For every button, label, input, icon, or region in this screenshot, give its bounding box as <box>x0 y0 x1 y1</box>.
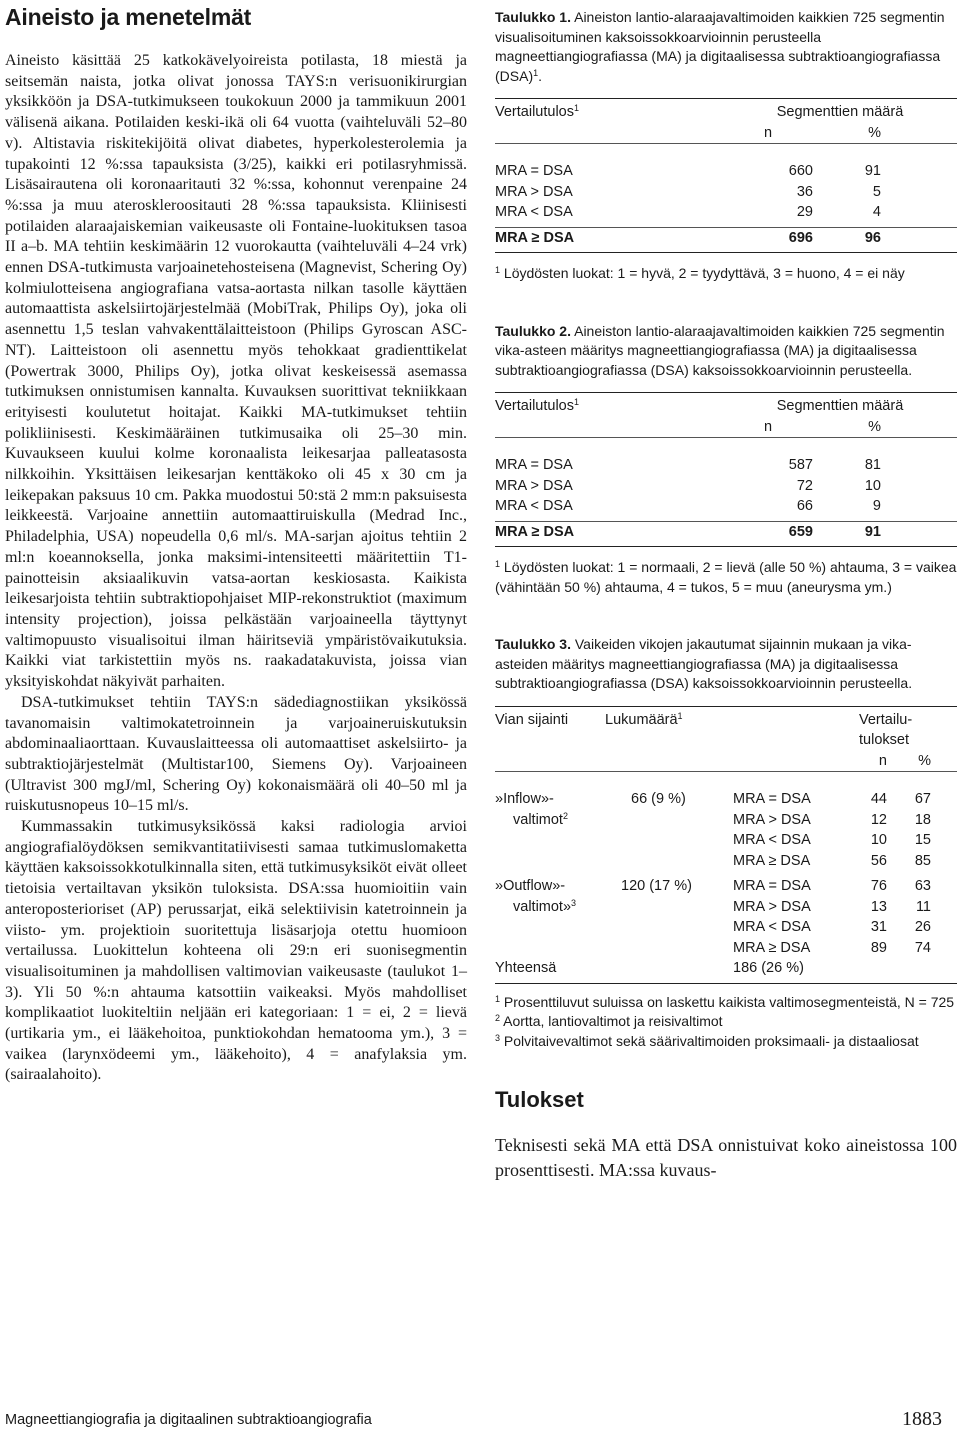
left-column <box>5 0 467 1086</box>
table-row: valtimot»$^3$ MRA > DSA 13 11 <box>513 897 931 915</box>
section-title-methods: Aineisto ja menetelmät <box>5 4 252 30</box>
table-row: MRA > DSA 36 5 <box>495 183 881 200</box>
methods-paragraph-2: DSA-tutkimukset tehtiin TAYS:n sädediagnostiikan yksikössä tavanomaisin valtimokatetroinnein ja varjoaineruiskutuksin abdominaaliaorttaan. Kuvauslaitteessa oli automaattiset askelsiirto- ja subtraktiojärjestelmät (Multistar100, Siemens Oy). Varjoaineen (Ultravist 300 mgJ/ml, Schering Oy) kokonaismäärä oli 40–50 ml ja ruiskutusnopeus 10–15 ml/s. <box>5 693 467 815</box>
table-2-top-rule <box>495 392 957 393</box>
table-2-label: Taulukko 2. <box>495 322 571 339</box>
table-1-label: Taulukko 1. <box>495 9 571 25</box>
table-row: MRA = DSA 587 81 <box>495 457 881 473</box>
table-3-footnote-2: $^2$ Aortta, lantiovaltimot ja reisivaltimot <box>495 1013 723 1029</box>
table-row: »Inflow»- 66 (9 %) MRA = DSA 44 67 <box>495 791 931 807</box>
table-row: MRA < DSA 10 15 <box>733 832 931 848</box>
table-3-label: Taulukko 3. <box>495 636 571 652</box>
table-2-caption: Taulukko 2. Aineiston lantio-alaraajavaltimoiden kaikkien 725 segmentin vika-asteen määritys magneettiangiografiassa (MA) ja digitaalisessa subtraktioangiografiassa (DSA) kaksoissokkoarvioinnin perusteella. <box>495 322 945 378</box>
table-2-footnote: $^1$ Löydösten luokat: 1 = normaali, 2 = lievä (alle 50 %) ahtauma, 3 = vaikea (vähintään 50 %) ahtauma, 4 = tukos, 5 = muu (aneurysma ym.) <box>495 559 957 595</box>
table-1-grid: Vertailutulos$^1$ Segmenttien määrä n % MRA = DSA 660 91 MRA > DSA 36 5 MRA < DSA 29 4 MRA ≥ DSA 696 96 <box>495 102 957 254</box>
table-row: MRA < DSA 29 4 <box>495 204 881 220</box>
table-row: MRA > DSA 72 10 <box>495 477 881 494</box>
table-3 <box>495 635 957 1051</box>
table-1-footnote: $^1$ Löydösten luokat: 1 = hyvä, 2 = tyydyttävä, 3 = huono, 4 = ei näy <box>495 265 905 281</box>
table-row-total: Yhteensä 186 (26 %) <box>495 960 804 976</box>
section-title-results: Tulokset <box>495 1087 584 1112</box>
table-2-header: Vertailutulos$^1$ Segmenttien määrä <box>495 397 904 414</box>
methods-paragraph-3: Kummassakin tutkimusyksikössä kaksi radiologia arvioi angiografialöydöksen semikvantitatiivisesti samaa tutkimuslomaketta käyttäen kaksoissokkotulkinnalla siten, että tutkimusyksiköt eivät olleet tietoisia vertailtavan yksikön tuloksista. DSA:ssa huomioitiin vain anteroposterioriset (AP) perussarjat, eikä selektiivisin katetroinnein ja viisto- ym. projektioin suoritettuja lisäsarjoja otettu huomioon vertailussa. Luokittelun kohteena oli 29:n eri suonisegmentin visualisoituminen ja mahdollisen valtimovian vaikeusaste (taulukot 1–3). Yli 50 %:n ahtauma katsottiin vaikeaksi. Myös mahdolliset komplikaatiot luokiteltiin neljään eri kategoriaan: 1 = ei, 2 = lievä (urtikaria ym., ei lääkehoitoa, punktiokohdan hematooma ym.), 3 = vaikea (larynxödeemi ym., lääkehoito), 4 = anafylaksia ym. (sairaalahoito). <box>5 818 467 1084</box>
table-3-footnote-3: $^3$ Polvitaivevaltimot sekä säärivaltimoiden proksimaali- ja distaaliosat <box>495 1032 919 1049</box>
results-section <box>495 1087 957 1183</box>
table-row: MRA ≥ DSA 56 85 <box>733 852 931 869</box>
results-paragraph: Teknisesti sekä MA että DSA onnistuivat koko aineistossa 100 prosenttisesti. MA:ssa kuvaus- <box>495 1135 957 1180</box>
table-3-top-rule <box>495 706 957 707</box>
table-row: MRA ≥ DSA 89 74 <box>733 939 931 956</box>
table-row: valtimot$^2$ MRA > DSA 12 18 <box>513 810 931 828</box>
table-row: »Outflow»- 120 (17 %) MRA = DSA 76 63 <box>495 878 931 894</box>
right-column <box>495 0 957 1183</box>
table-3-caption: Taulukko 3. Vaikeiden vikojen jakautumat sijainnin mukaan ja vika-asteiden määritys magneettiangiografiassa (MA) ja digitaalisessa subtraktioangiografiassa (DSA) kaksoissokkoarvioinnin perusteella. <box>495 636 913 691</box>
table-row: MRA < DSA 31 26 <box>733 919 931 935</box>
running-title: Magneettiangiografia ja digitaalinen subtraktioangiografia <box>5 1412 372 1428</box>
page-number: 1883 <box>902 1408 942 1430</box>
table-row: MRA = DSA 660 91 <box>495 163 881 179</box>
table-3-footnote-1: $^1$ Prosenttiluvut suluissa on laskettu kaikista valtimosegmenteistä, N = 725 <box>495 993 955 1010</box>
table-1-top-rule <box>495 98 957 99</box>
table-1 <box>495 8 957 284</box>
table-row-total: MRA ≥ DSA 696 96 <box>495 229 881 246</box>
table-2-grid: Vertailutulos$^1$ Segmenttien määrä n % MRA = DSA 587 81 MRA > DSA 72 10 MRA < DSA 66 9 MRA ≥ DSA 659 91 <box>495 396 957 548</box>
methods-paragraph-1: Aineisto käsittää 25 katkokävelyoireista potilasta, 18 miestä ja seitsemän naista, jotka olivat jonossa TAYS:n verisuonikirurgian yksikköön ja DSA-tutkimukseen toukokuun 2000 ja tammikuun 2001 välisenä aikana. Potilaiden keski-ikä oli 64 vuotta (vaihteluväli 52–80 v). Altistavia riskitekijöitä olivat diabetes, hyperkolesterolemia ja tupakointi 12 %:ssa tapauksista (3/25), kaikki eri potilasryhmissä. Lisäsairautena oli koronaaritauti 32 %:ssa, kohonnut verenpaine 24 %:ssa ja muu ateroskleroositauti 28 %:ssa tapauksista. Kliinisesti potilaiden alaraajaiskemian vaikeusaste oli Fontaine-luokituksen tasoa II a–b. MA tehtiin keskimäärin 12 vuorokautta (vaihteluväli 4–24 vrk) ennen DSA-tutkimusta varjoainetehosteisena (Magnevist, Schering Oy) kolmiulotteisena angiografiana vatsa-aortasta nilkan tasolle käyttäen automaattista askelsiirtojärjestelmää (MobiTrak, Philips Oy), joka oli asennettu 1,5 teslan vahvakenttälaitteistoon (Philips Gyroscan ASC-NT). Laitteistoon oli asennettu myös tehokkaat gradienttikelat (Powertrak 3000, Philips Oy), jotka olivat keskeisessä asemassa tutkimuksen onnistumisen kannalta. Kuvauksen suorittivat tekniikkaan erityisesti koulutetut hoitajat. Kaikki MA-tutkimukset tehtiin polikliinisesti. Keskimääräinen tutkimusaika oli 25–30 min. Kuvaukseen kuului kolme koronaalista leikesarjaa palleatasosta nilkkoihin. Yksittäisen leikesarjan kenttäkoko oli 45 x 30 cm ja leikepakan paksuus 10 cm. Pakka muodostui 50:stä 2 mm:n paksuisesta leikkeestä. Varjoaine annettiin automaattiruiskulla (Medrad Inc., Philadelphia, USA) nopeudella 0,6 ml/s. MA-sarjan ajoitus tehtiin 2 ml:n koeannoksella, jonka maksimi-intensiteetti määritettiin T1-painotteisin aksiaalikuvin vatsa-aortan keskiosasta. Kaikista leikesarjoista tehtiin subtraktiopohjaiset MIP-rekonstruktiot (maximum intensity projection), joissa pelkästään varjoaineella täyttynyt valtimopuusto visualisoitui ilman häiritseviä ympäristövaikutuksia. Kaikki viat tarkistettiin myös ns. raakadatakuvista, joissa vian yksityiskohdat näkyivät parhaiten. <box>5 52 467 691</box>
table-row-total: MRA ≥ DSA 659 91 <box>495 523 881 540</box>
table-1-caption: Taulukko 1. Aineiston lantio-alaraajavaltimoiden kaikkien 725 segmentin visualisoituminen kaksoissokkoarvioinnin perusteella magneettiangiografiassa (MA) ja digitaalisessa subtraktioangiografiassa (DSA)$^1$. <box>495 9 945 84</box>
table-row: MRA < DSA 66 9 <box>495 498 881 514</box>
table-3-grid: Vian sijainti Lukumäärä$^1$ Vertailu- tulokset n % »Inflow»- 66 (9 %) MRA = DSA 44 67 valtimot$^2$ MRA > DSA 12 18 MRA < DSA 10 15 MRA ≥ DSA 56 85 »Outflow»- 120 (17 %) MRA = DSA 76 63 valtimot»$^3$ MRA > DSA 13 11 MRA < DSA 31 26 MRA ≥ DSA 89 74 Yhteensä 186 (26 %) <box>495 710 957 985</box>
table-3-header: Vian sijainti Lukumäärä$^1$ Vertailu- <box>495 710 913 728</box>
table-1-header: Vertailutulos$^1$ Segmenttien määrä <box>495 103 904 120</box>
table-2 <box>495 322 957 598</box>
